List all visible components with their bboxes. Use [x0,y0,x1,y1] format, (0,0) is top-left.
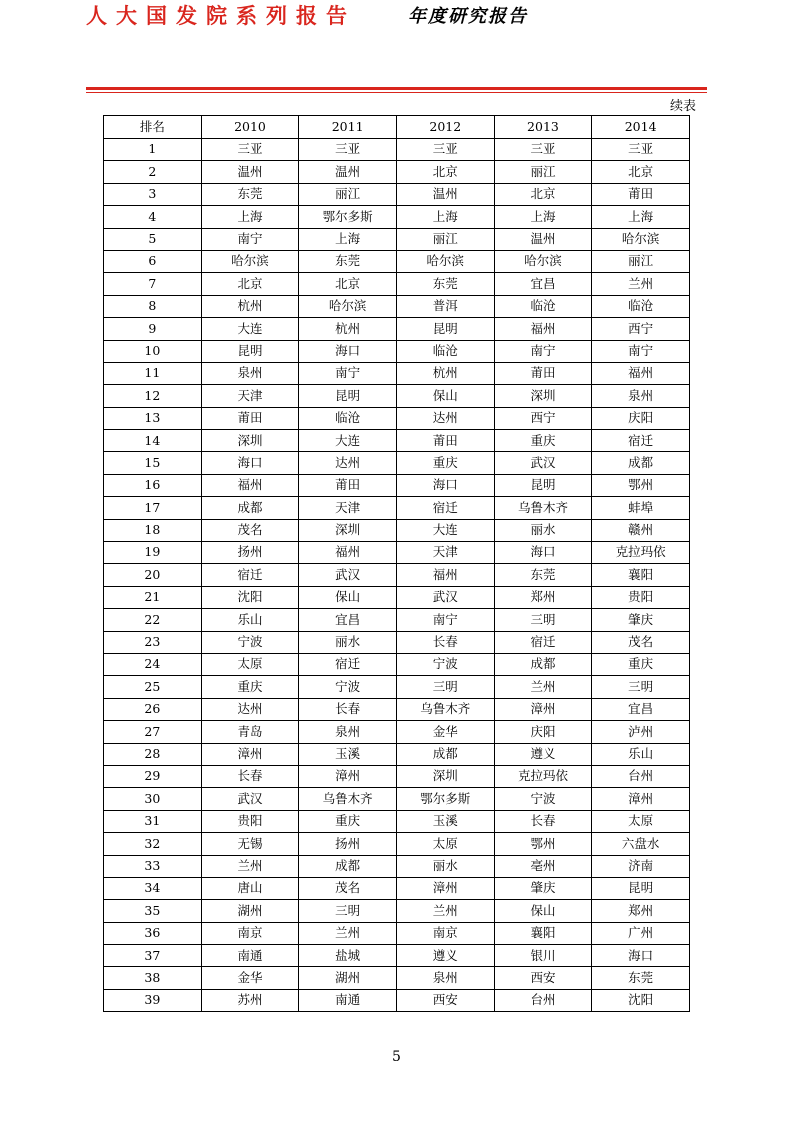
city-cell: 乐山 [201,609,299,631]
city-cell: 临沧 [299,407,397,429]
table-row [104,183,690,205]
city-cell: 宜昌 [592,698,690,720]
table-row [104,542,690,564]
city-cell: 保山 [299,586,397,608]
city-cell: 西宁 [494,407,592,429]
city-cell: 宜昌 [494,273,592,295]
city-cell: 大连 [299,430,397,452]
city-cell: 湖州 [201,900,299,922]
city-cell: 深圳 [396,765,494,787]
table-row [104,318,690,340]
city-cell: 南京 [201,922,299,944]
city-cell: 上海 [201,206,299,228]
rank-cell: 13 [104,407,202,429]
city-cell: 福州 [396,564,494,586]
column-header: 2010 [201,116,299,139]
table-row [104,877,690,899]
table-body [104,139,690,1012]
city-cell: 临沧 [592,295,690,317]
city-cell: 北京 [299,273,397,295]
city-cell: 贵阳 [592,586,690,608]
page-number: 5 [392,1049,401,1065]
city-cell: 深圳 [494,385,592,407]
city-cell: 漳州 [494,698,592,720]
table-row [104,206,690,228]
rank-cell: 17 [104,497,202,519]
table-row [104,765,690,787]
table-row [104,452,690,474]
column-header: 2013 [494,116,592,139]
city-cell: 泉州 [396,967,494,989]
city-cell: 温州 [396,183,494,205]
rank-cell: 26 [104,698,202,720]
city-cell: 乌鲁木齐 [396,698,494,720]
rank-cell: 7 [104,273,202,295]
table-row [104,362,690,384]
city-cell: 上海 [299,228,397,250]
city-cell: 丽水 [494,519,592,541]
city-cell: 鄂州 [592,474,690,496]
city-cell: 昆明 [201,340,299,362]
city-cell: 北京 [592,161,690,183]
city-cell: 遵义 [494,743,592,765]
city-cell: 南宁 [494,340,592,362]
table-row [104,273,690,295]
city-cell: 哈尔滨 [396,250,494,272]
city-cell: 东莞 [592,967,690,989]
city-cell: 南宁 [592,340,690,362]
city-cell: 金华 [396,721,494,743]
city-cell: 漳州 [201,743,299,765]
city-cell: 苏州 [201,989,299,1011]
city-cell: 克拉玛依 [494,765,592,787]
table-row [104,900,690,922]
city-cell: 三亚 [494,139,592,161]
city-cell: 玉溪 [299,743,397,765]
city-cell: 海口 [592,945,690,967]
city-cell: 达州 [396,407,494,429]
table-row [104,497,690,519]
table-row [104,385,690,407]
city-cell: 南宁 [201,228,299,250]
table-row [104,945,690,967]
city-cell: 兰州 [201,855,299,877]
city-cell: 大连 [396,519,494,541]
rank-cell: 4 [104,206,202,228]
city-cell: 郑州 [592,900,690,922]
city-cell: 杭州 [299,318,397,340]
city-cell: 北京 [494,183,592,205]
city-cell: 重庆 [201,676,299,698]
city-cell: 三亚 [201,139,299,161]
city-cell: 保山 [494,900,592,922]
city-cell: 兰州 [494,676,592,698]
rank-cell: 2 [104,161,202,183]
rank-cell: 24 [104,653,202,675]
city-cell: 赣州 [592,519,690,541]
city-cell: 乌鲁木齐 [299,788,397,810]
rank-cell: 16 [104,474,202,496]
city-cell: 普洱 [396,295,494,317]
city-cell: 漳州 [592,788,690,810]
city-cell: 沈阳 [201,586,299,608]
rank-cell: 27 [104,721,202,743]
city-cell: 武汉 [201,788,299,810]
rank-cell: 34 [104,877,202,899]
city-cell: 成都 [494,653,592,675]
table-row [104,228,690,250]
city-cell: 哈尔滨 [299,295,397,317]
table-row [104,430,690,452]
city-cell: 海口 [494,542,592,564]
city-cell: 三明 [396,676,494,698]
city-cell: 临沧 [396,340,494,362]
report-subtitle: 年度研究报告 [408,6,528,27]
city-cell: 宁波 [299,676,397,698]
table-row [104,161,690,183]
city-cell: 六盘水 [592,833,690,855]
city-cell: 莆田 [396,430,494,452]
rank-cell: 28 [104,743,202,765]
rank-cell: 32 [104,833,202,855]
city-cell: 济南 [592,855,690,877]
table-row [104,721,690,743]
city-cell: 莆田 [299,474,397,496]
city-cell: 漳州 [299,765,397,787]
city-cell: 蚌埠 [592,497,690,519]
city-cell: 庆阳 [494,721,592,743]
city-cell: 东莞 [494,564,592,586]
column-header: 2012 [396,116,494,139]
city-cell: 临沧 [494,295,592,317]
rank-cell: 19 [104,542,202,564]
city-cell: 成都 [299,855,397,877]
city-cell: 扬州 [201,542,299,564]
city-cell: 长春 [201,765,299,787]
table-row [104,474,690,496]
city-cell: 宁波 [494,788,592,810]
rank-cell: 23 [104,631,202,653]
city-cell: 天津 [201,385,299,407]
city-cell: 贵阳 [201,810,299,832]
city-cell: 漳州 [396,877,494,899]
city-cell: 泉州 [201,362,299,384]
city-cell: 武汉 [299,564,397,586]
city-cell: 太原 [396,833,494,855]
city-cell: 襄阳 [494,922,592,944]
city-cell: 三明 [299,900,397,922]
city-cell: 兰州 [396,900,494,922]
city-cell: 襄阳 [592,564,690,586]
city-cell: 泸州 [592,721,690,743]
city-cell: 哈尔滨 [201,250,299,272]
rank-cell: 11 [104,362,202,384]
city-cell: 乐山 [592,743,690,765]
table-row [104,810,690,832]
city-cell: 三明 [494,609,592,631]
city-cell: 东莞 [201,183,299,205]
city-cell: 莆田 [494,362,592,384]
table-row [104,139,690,161]
city-cell: 上海 [592,206,690,228]
city-cell: 哈尔滨 [592,228,690,250]
table-row [104,631,690,653]
rank-cell: 15 [104,452,202,474]
city-cell: 茂名 [592,631,690,653]
rank-cell: 1 [104,139,202,161]
city-cell: 福州 [592,362,690,384]
rank-cell: 33 [104,855,202,877]
city-cell: 宁波 [396,653,494,675]
city-cell: 重庆 [494,430,592,452]
table-row [104,743,690,765]
table-row [104,788,690,810]
column-header: 2011 [299,116,397,139]
city-cell: 广州 [592,922,690,944]
city-cell: 昆明 [299,385,397,407]
rank-cell: 22 [104,609,202,631]
city-cell: 宜昌 [299,609,397,631]
city-cell: 温州 [494,228,592,250]
city-cell: 东莞 [299,250,397,272]
city-cell: 南宁 [299,362,397,384]
city-cell: 丽江 [592,250,690,272]
table-row [104,833,690,855]
rank-cell: 37 [104,945,202,967]
city-cell: 玉溪 [396,810,494,832]
city-cell: 无锡 [201,833,299,855]
city-cell: 丽江 [494,161,592,183]
city-cell: 三亚 [592,139,690,161]
city-cell: 唐山 [201,877,299,899]
city-cell: 成都 [396,743,494,765]
city-cell: 天津 [299,497,397,519]
city-cell: 深圳 [299,519,397,541]
table-row [104,967,690,989]
city-cell: 三亚 [299,139,397,161]
rank-cell: 14 [104,430,202,452]
table-row [104,407,690,429]
table-row [104,340,690,362]
city-cell: 金华 [201,967,299,989]
city-cell: 大连 [201,318,299,340]
rank-cell: 18 [104,519,202,541]
city-cell: 丽江 [299,183,397,205]
city-cell: 宿迁 [201,564,299,586]
city-cell: 海口 [396,474,494,496]
city-cell: 宿迁 [396,497,494,519]
rank-cell: 35 [104,900,202,922]
city-cell: 湖州 [299,967,397,989]
header-rule-thick [86,87,707,90]
city-cell: 温州 [201,161,299,183]
rank-cell: 6 [104,250,202,272]
city-cell: 莆田 [201,407,299,429]
rank-cell: 12 [104,385,202,407]
city-cell: 三亚 [396,139,494,161]
table-row [104,855,690,877]
column-header: 排名 [104,116,202,139]
city-cell: 成都 [592,452,690,474]
rank-cell: 5 [104,228,202,250]
city-cell: 宿迁 [592,430,690,452]
table-row [104,586,690,608]
table-header-row [104,116,690,139]
rank-cell: 25 [104,676,202,698]
city-cell: 台州 [592,765,690,787]
city-cell: 长春 [299,698,397,720]
city-cell: 肇庆 [494,877,592,899]
city-cell: 西安 [396,989,494,1011]
column-header: 2014 [592,116,690,139]
city-cell: 丽水 [396,855,494,877]
city-cell: 东莞 [396,273,494,295]
city-cell: 南宁 [396,609,494,631]
table-row [104,609,690,631]
rank-cell: 31 [104,810,202,832]
city-cell: 福州 [299,542,397,564]
city-cell: 杭州 [396,362,494,384]
city-cell: 武汉 [494,452,592,474]
city-cell: 茂名 [299,877,397,899]
city-cell: 宁波 [201,631,299,653]
rank-cell: 8 [104,295,202,317]
city-ranking-table [103,115,690,1012]
city-cell: 鄂尔多斯 [299,206,397,228]
city-cell: 乌鲁木齐 [494,497,592,519]
rank-cell: 36 [104,922,202,944]
table-row [104,676,690,698]
city-cell: 鄂尔多斯 [396,788,494,810]
city-cell: 遵义 [396,945,494,967]
city-cell: 克拉玛依 [592,542,690,564]
city-cell: 太原 [592,810,690,832]
city-cell: 庆阳 [592,407,690,429]
city-cell: 成都 [201,497,299,519]
city-cell: 宿迁 [299,653,397,675]
city-cell: 台州 [494,989,592,1011]
rank-cell: 39 [104,989,202,1011]
city-cell: 亳州 [494,855,592,877]
city-cell: 哈尔滨 [494,250,592,272]
rank-cell: 38 [104,967,202,989]
city-cell: 宿迁 [494,631,592,653]
city-cell: 丽水 [299,631,397,653]
city-cell: 长春 [494,810,592,832]
city-cell: 福州 [201,474,299,496]
city-cell: 温州 [299,161,397,183]
city-cell: 达州 [201,698,299,720]
city-cell: 北京 [201,273,299,295]
report-header [86,56,707,90]
city-cell: 青岛 [201,721,299,743]
city-cell: 莆田 [592,183,690,205]
city-cell: 三明 [592,676,690,698]
city-cell: 兰州 [592,273,690,295]
rank-cell: 9 [104,318,202,340]
table-row [104,653,690,675]
city-cell: 西宁 [592,318,690,340]
city-cell: 福州 [494,318,592,340]
table-continued-label: 续表 [669,99,696,114]
city-cell: 兰州 [299,922,397,944]
rank-cell: 29 [104,765,202,787]
city-cell: 长春 [396,631,494,653]
rank-cell: 20 [104,564,202,586]
table-row [104,250,690,272]
table-row [104,564,690,586]
city-cell: 丽江 [396,228,494,250]
city-cell: 西安 [494,967,592,989]
report-series-title: 人大国发院系列报告 [86,4,356,28]
city-cell: 昆明 [592,877,690,899]
city-cell: 重庆 [592,653,690,675]
city-cell: 海口 [299,340,397,362]
city-cell: 杭州 [201,295,299,317]
rank-cell: 30 [104,788,202,810]
city-cell: 扬州 [299,833,397,855]
table-row [104,295,690,317]
city-cell: 鄂州 [494,833,592,855]
table-row [104,922,690,944]
city-cell: 昆明 [494,474,592,496]
city-cell: 沈阳 [592,989,690,1011]
city-cell: 保山 [396,385,494,407]
city-cell: 重庆 [299,810,397,832]
city-cell: 北京 [396,161,494,183]
city-cell: 重庆 [396,452,494,474]
table-row [104,698,690,720]
city-cell: 达州 [299,452,397,474]
city-cell: 盐城 [299,945,397,967]
city-cell: 太原 [201,653,299,675]
city-cell: 天津 [396,542,494,564]
city-cell: 银川 [494,945,592,967]
rank-cell: 21 [104,586,202,608]
city-cell: 南通 [299,989,397,1011]
table-row [104,989,690,1011]
city-cell: 茂名 [201,519,299,541]
city-cell: 海口 [201,452,299,474]
rank-cell: 10 [104,340,202,362]
city-cell: 泉州 [299,721,397,743]
city-cell: 昆明 [396,318,494,340]
city-cell: 泉州 [592,385,690,407]
city-cell: 南通 [201,945,299,967]
header-rule-thin [86,92,707,93]
table-row [104,519,690,541]
city-cell: 上海 [396,206,494,228]
city-cell: 上海 [494,206,592,228]
city-cell: 武汉 [396,586,494,608]
city-cell: 郑州 [494,586,592,608]
city-cell: 深圳 [201,430,299,452]
city-cell: 肇庆 [592,609,690,631]
rank-cell: 3 [104,183,202,205]
city-cell: 南京 [396,922,494,944]
